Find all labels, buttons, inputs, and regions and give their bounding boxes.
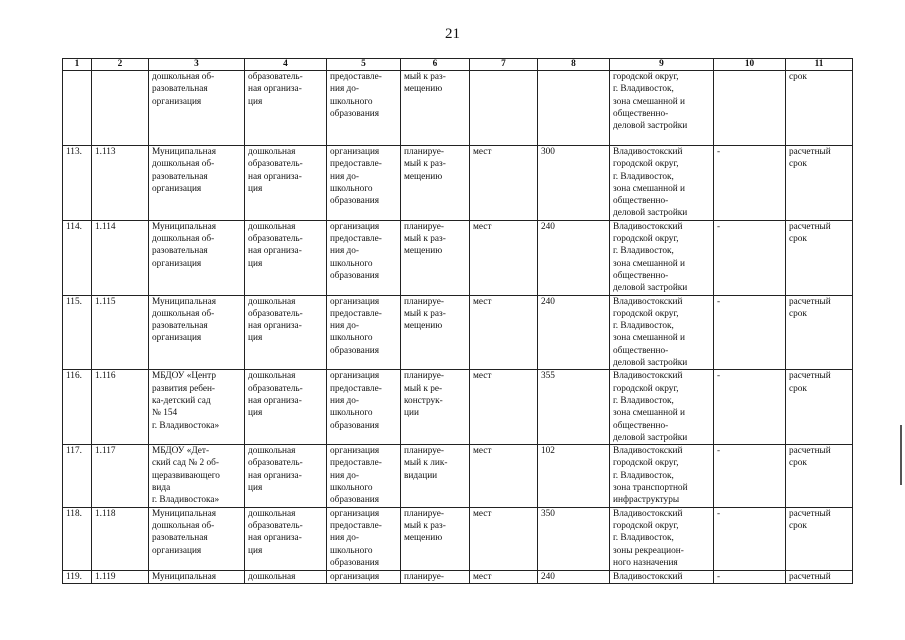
table-cell: планируе- мый к ре- конструк- ции: [401, 370, 470, 445]
table-cell: 1.116: [92, 370, 149, 445]
table-cell: предоставле- ния до- школьного образования: [327, 71, 401, 146]
table-cell: расчетный срок: [786, 445, 853, 507]
table-cell: -: [714, 507, 786, 570]
table-cell: дошкольная об- разовательная организация: [149, 71, 245, 146]
table-cell: -: [714, 220, 786, 295]
column-header: 3: [149, 59, 245, 71]
table-row: [63, 370, 853, 445]
table-cell: -: [714, 295, 786, 370]
table-cell: расчетный срок: [786, 220, 853, 295]
table-cell: городской округ, г. Владивосток, зона смешанной и общественно- деловой застройки: [610, 71, 714, 146]
table-cell: -: [714, 445, 786, 507]
table-cell: 115.: [63, 295, 92, 370]
table-cell: дошкольная образователь- ная организа- ция: [245, 295, 327, 370]
table-cell: 240: [538, 295, 610, 370]
page-number: 21: [445, 26, 460, 42]
table-cell: мест: [470, 220, 538, 295]
table-cell: планируе- мый к раз- мещению: [401, 220, 470, 295]
table-cell: Владивостокский городской округ, г. Владивосток, зона смешанной и общественно- деловой застройки: [610, 220, 714, 295]
table-cell: 118.: [63, 507, 92, 570]
column-header: 10: [714, 59, 786, 71]
column-header: 1: [63, 59, 92, 71]
table-cell: Владивостокский: [610, 570, 714, 583]
table-cell: Владивостокский городской округ, г. Владивосток, зона смешанной и общественно- деловой застройки: [610, 370, 714, 445]
table-cell: -: [714, 570, 786, 583]
table-cell: организация предоставле- ния до- школьного образования: [327, 295, 401, 370]
table-cell: Муниципальная дошкольная об- разовательная организация: [149, 295, 245, 370]
table-cell: мест: [470, 295, 538, 370]
table-row: [63, 507, 853, 570]
table-cell: расчетный срок: [786, 370, 853, 445]
table-cell: Владивостокский городской округ, г. Владивосток, зоны рекреацион- ного назначения: [610, 507, 714, 570]
table-cell: 1.119: [92, 570, 149, 583]
table-cell: 350: [538, 507, 610, 570]
table-cell: 240: [538, 220, 610, 295]
table-row: [63, 146, 853, 221]
table-row: [63, 220, 853, 295]
table-cell: 1.114: [92, 220, 149, 295]
table-cell: МБДОУ «Дет- ский сад № 2 об- щеразвивающего вида г. Владивостока»: [149, 445, 245, 507]
table-cell: планируе- мый к раз- мещению: [401, 507, 470, 570]
table-cell: 113.: [63, 146, 92, 221]
table-cell: дошкольная образователь- ная организа- ция: [245, 146, 327, 221]
table-cell: 300: [538, 146, 610, 221]
table-cell: мест: [470, 370, 538, 445]
table-cell: 1.117: [92, 445, 149, 507]
table-cell: [538, 71, 610, 146]
table-cell: Владивостокский городской округ, г. Владивосток, зона смешанной и общественно- деловой застройки: [610, 146, 714, 221]
table-cell: [92, 71, 149, 146]
column-header: 8: [538, 59, 610, 71]
column-header: 6: [401, 59, 470, 71]
table-cell: срок: [786, 71, 853, 146]
table-cell: Владивостокский городской округ, г. Владивосток, зона смешанной и общественно- деловой застройки: [610, 295, 714, 370]
table-cell: организация предоставле- ния до- школьного образования: [327, 507, 401, 570]
table-cell: дошкольная образователь- ная организа- ция: [245, 507, 327, 570]
table-cell: мест: [470, 445, 538, 507]
column-header: 4: [245, 59, 327, 71]
table-cell: Муниципальная: [149, 570, 245, 583]
table-cell: 240: [538, 570, 610, 583]
column-header: 9: [610, 59, 714, 71]
table-cell: мест: [470, 507, 538, 570]
table-row: [63, 570, 853, 583]
table-cell: планируе- мый к лик- видации: [401, 445, 470, 507]
table-cell: планируе-: [401, 570, 470, 583]
table-cell: [470, 71, 538, 146]
table-cell: -: [714, 370, 786, 445]
scan-edge-mark: [900, 425, 902, 485]
table-cell: планируе- мый к раз- мещению: [401, 295, 470, 370]
table-cell: МБДОУ «Центр развития ребен- ка-детский сад № 154 г. Владивостока»: [149, 370, 245, 445]
table-cell: 119.: [63, 570, 92, 583]
column-header: 2: [92, 59, 149, 71]
table-row: [63, 295, 853, 370]
table-cell: 1.113: [92, 146, 149, 221]
table-cell: организация предоставле- ния до- школьного образования: [327, 146, 401, 221]
table-cell: Муниципальная дошкольная об- разовательная организация: [149, 146, 245, 221]
table-cell: образователь- ная организа- ция: [245, 71, 327, 146]
table-cell: мест: [470, 570, 538, 583]
table-cell: дошкольная образователь- ная организа- ция: [245, 220, 327, 295]
table-cell: 1.115: [92, 295, 149, 370]
table-cell: расчетный срок: [786, 507, 853, 570]
table-cell: [63, 71, 92, 146]
table-cell: дошкольная образователь- ная организа- ция: [245, 370, 327, 445]
table-cell: расчетный: [786, 570, 853, 583]
table-cell: Муниципальная дошкольная об- разовательная организация: [149, 507, 245, 570]
header-row: [63, 59, 853, 71]
table-cell: 117.: [63, 445, 92, 507]
column-header: 11: [786, 59, 853, 71]
table-cell: дошкольная образователь- ная организа- ция: [245, 445, 327, 507]
table-cell: расчетный срок: [786, 295, 853, 370]
table-cell: 355: [538, 370, 610, 445]
table-cell: 1.118: [92, 507, 149, 570]
table-cell: расчетный срок: [786, 146, 853, 221]
table-cell: мест: [470, 146, 538, 221]
table-cell: -: [714, 146, 786, 221]
table-row: [63, 71, 853, 146]
table-cell: организация: [327, 570, 401, 583]
table-row: [63, 445, 853, 507]
table-cell: организация предоставле- ния до- школьного образования: [327, 370, 401, 445]
table-cell: организация предоставле- ния до- школьного образования: [327, 220, 401, 295]
table-cell: 102: [538, 445, 610, 507]
table-cell: Владивостокский городской округ, г. Владивосток, зона транспортной инфраструктуры: [610, 445, 714, 507]
column-header: 5: [327, 59, 401, 71]
table-cell: организация предоставле- ния до- школьного образования: [327, 445, 401, 507]
table-cell: Муниципальная дошкольная об- разовательная организация: [149, 220, 245, 295]
column-header: 7: [470, 59, 538, 71]
table-cell: [714, 71, 786, 146]
facilities-table: [62, 58, 853, 584]
table-cell: 114.: [63, 220, 92, 295]
table-cell: планируе- мый к раз- мещению: [401, 146, 470, 221]
table-cell: мый к раз- мещению: [401, 71, 470, 146]
table-cell: 116.: [63, 370, 92, 445]
table-cell: дошкольная: [245, 570, 327, 583]
